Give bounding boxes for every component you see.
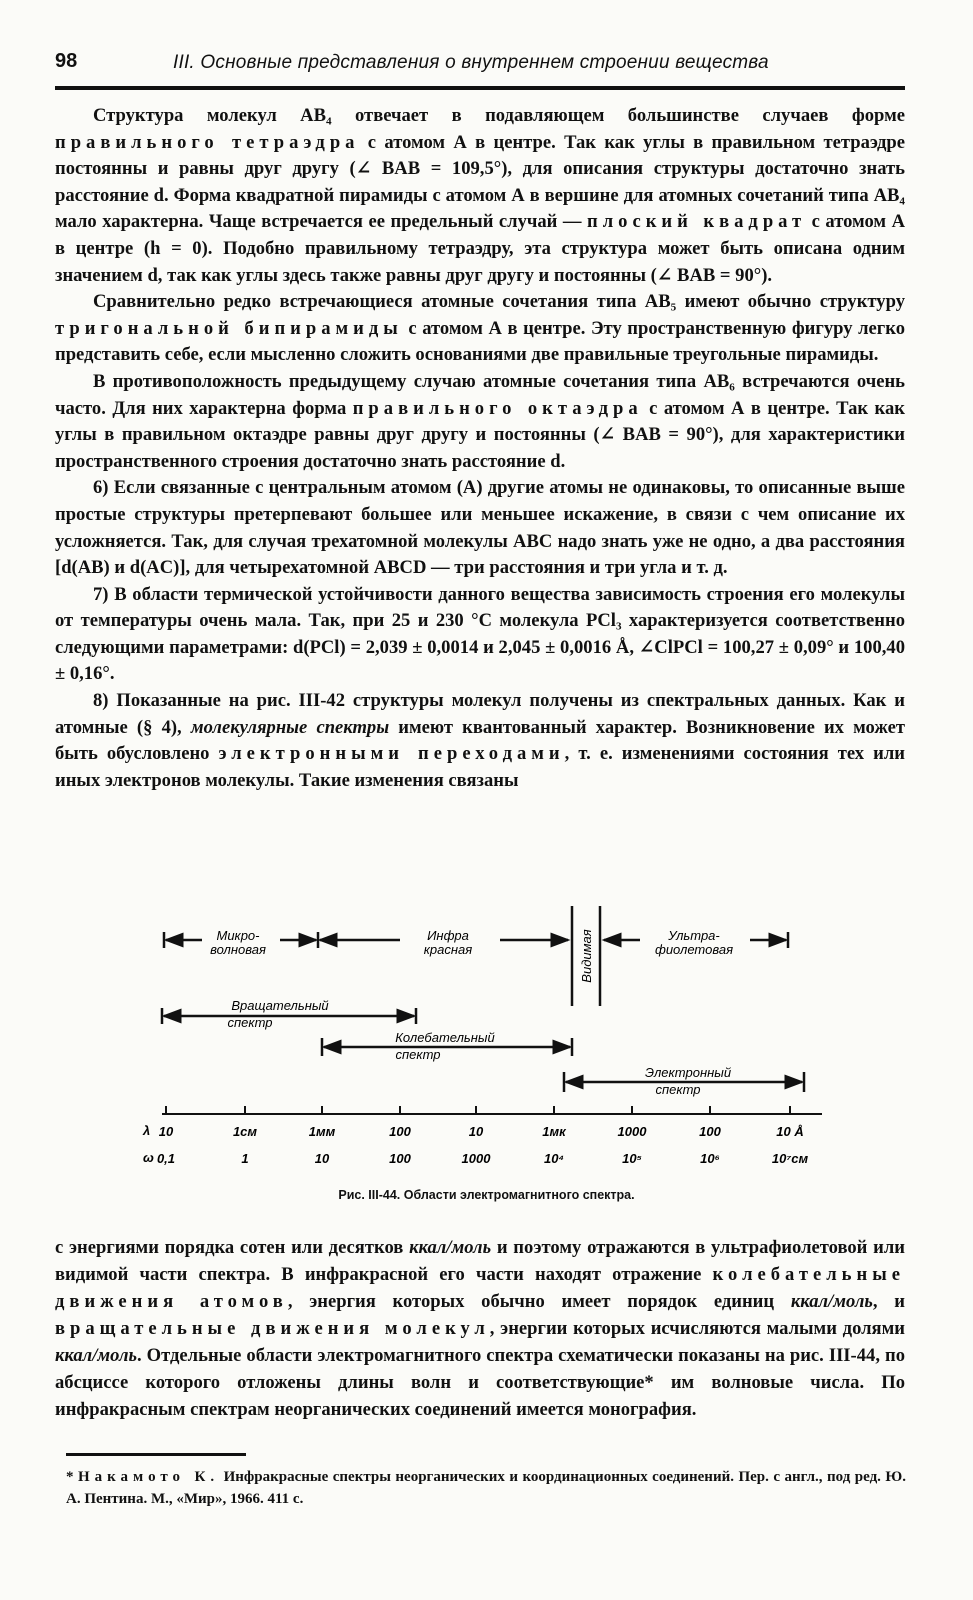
text-run: с атомом А в центре (h = 0). Подобно правильному тетраэдру, эта структура может быть описана одним значением d, так как углы здесь также равны друг другу и постоянны (∠ BAB = 90°). bbox=[55, 211, 905, 286]
region-label-microwave-1: Микро- bbox=[216, 928, 260, 943]
text-run: , энергии которых исчисляются малыми долями bbox=[489, 1318, 905, 1339]
italic-term: ккал/моль bbox=[790, 1291, 873, 1312]
text-run: с атомом А в центре. Так как углы в правильном тетраэдре постоянны и равны друг другу (∠ BAB = 109,5°), для описания структуры достаточно знать расстояние d. Форма квадратной пирамиды с атомом А в вершине для атомных сочетаний типа АВ₄ мало характерна. Чаще встречается ее предельный случай — bbox=[55, 131, 905, 233]
vibrational-spectrum-range bbox=[322, 1030, 572, 1062]
region-label-infrared-1: Инфра bbox=[427, 928, 469, 943]
italic-term: ккал/моль bbox=[409, 1237, 492, 1258]
paragraph bbox=[55, 103, 905, 289]
paragraph bbox=[55, 688, 905, 794]
italic-term: молекулярные спектры bbox=[190, 716, 390, 738]
text-run: 7) В области термической устойчивости данного вещества зависимость строения его молекулы от температуры очень мала. Так, при 25 и 230 °С молекула PCl₃ характеризуется соответственно следующими параметрами: d(PCl) = 2,039 ± 0,0014 и 2,045 ± 0,0016 Å, ∠ClPCl = 100,27 ± 0,09° и 100,40 ± 0,16°. bbox=[55, 583, 905, 685]
running-title: III. Основные представления о внутреннем строении вещества bbox=[173, 52, 769, 73]
spaced-emphasis: электронными переходами bbox=[218, 743, 565, 765]
text-run: , энергия которых обычно имеет порядок единиц bbox=[287, 1291, 791, 1312]
omega-tick-label: 10⁷см bbox=[771, 1151, 809, 1166]
text-run: Инфракрасные спектры неорганических и координационных соединений. Пер. с англ., под ред. Ю. А. Пентина. М., «Мир», 1966. 411 с. bbox=[66, 1469, 907, 1507]
spaced-emphasis: Накамото К. bbox=[77, 1469, 220, 1485]
footnote bbox=[66, 1466, 906, 1510]
omega-tick-label: 0,1 bbox=[156, 1151, 176, 1166]
region-label-infrared-2: красная bbox=[423, 942, 473, 957]
region-label-uv-1: Ультра- bbox=[668, 928, 720, 943]
text-run: * bbox=[66, 1469, 78, 1485]
text-run: Сравнительно редко встречающиеся атомные сочетания типа АВ₅ имеют обычно структуру bbox=[93, 291, 905, 313]
lambda-tick-label: 1000 bbox=[617, 1124, 647, 1139]
page-header bbox=[55, 46, 905, 90]
spectrum-figure bbox=[143, 896, 850, 1186]
text-run: с атомом А в центре. Эту пространственную фигуру легко представить себе, если мысленно сложить основаниями две правильные треугольные пирамиды. bbox=[55, 317, 905, 366]
omega-tick-label: 10⁵ bbox=[622, 1151, 642, 1166]
region-infrared bbox=[318, 928, 568, 957]
lambda-tick-label: 1мк bbox=[542, 1124, 566, 1139]
paragraph bbox=[55, 475, 905, 581]
rotational-label-1: Вращательный bbox=[231, 998, 329, 1013]
region-label-microwave-2: волновая bbox=[210, 942, 266, 957]
rotational-spectrum-range bbox=[162, 998, 416, 1030]
continuation-text bbox=[55, 1234, 905, 1423]
spectrum-diagram bbox=[143, 896, 850, 1186]
lambda-tick-label: 10 Å bbox=[776, 1124, 804, 1139]
text-run: с атомом А в центре. Так как углы в правильном октаэдре равны друг другу и постоянны (∠ BAB = 90°), для характеристики пространственного строения достаточно знать расстояние d. bbox=[55, 397, 905, 472]
figure-caption: Рис. III-44. Области электромагнитного спектра. bbox=[338, 1188, 635, 1202]
text-run: , т. е. изменениями состояния тех или иных электронов молекулы. Такие изменения связаны bbox=[55, 743, 906, 791]
electronic-label-2: спектр bbox=[655, 1082, 701, 1097]
region-microwave bbox=[164, 928, 316, 957]
region-visible bbox=[572, 906, 600, 1006]
omega-tick-label: 1 bbox=[241, 1151, 249, 1166]
region-label-visible: Видимая bbox=[579, 929, 594, 983]
main-text bbox=[55, 103, 905, 794]
text-run: 6) Если связанные с центральным атомом (А) другие атомы не одинаковы, то описанные выше простые структуры претерпевают большее или меньшее искажение, в связи с чем описание их усложняется. Так, для случая трехатомной молекулы ABC надо знать уже не одно, а два расстояния [d(AB) и d(AC)], для четырехатомной ABCD — три расстояния и три угла и т. д. bbox=[55, 477, 905, 579]
omega-tick-label: 100 bbox=[389, 1151, 411, 1166]
paragraph bbox=[55, 582, 905, 688]
rotational-label-2: спектр bbox=[227, 1015, 273, 1030]
page-number: 98 bbox=[55, 50, 78, 72]
lambda-tick-label: 1см bbox=[232, 1124, 258, 1139]
region-label-uv-2: фиолетовая bbox=[654, 942, 734, 957]
spaced-emphasis: плоский квадрат bbox=[587, 211, 807, 233]
text-run: . Отдельные области электромагнитного спектра схематически показаны на рис. III-44, по абсциссе которого отложены длины волн и соответствующие* им волновые числа. По инфракрасным спектрам неорганических соединений имеется монография. bbox=[55, 1345, 905, 1420]
lambda-tick-label: 10 bbox=[158, 1124, 174, 1139]
lambda-tick-label: 100 bbox=[699, 1124, 721, 1139]
spaced-emphasis: вращательные движения молекул bbox=[55, 1318, 490, 1339]
paragraph bbox=[55, 369, 905, 475]
vibrational-label-2: спектр bbox=[395, 1047, 441, 1062]
omega-tick-label: 10 bbox=[314, 1151, 330, 1166]
text-run: и поэтому отражаются в ультрафиолетовой или видимой части спектра. В инфракрасной его части находят отражение bbox=[55, 1237, 905, 1285]
omega-tick-label: 1000 bbox=[461, 1151, 491, 1166]
spaced-emphasis: правильного тетраэдра bbox=[55, 131, 360, 153]
paragraph bbox=[55, 1234, 905, 1423]
omega-symbol: ω bbox=[143, 1150, 154, 1165]
spaced-emphasis: колебательные движения атомов bbox=[55, 1264, 905, 1312]
text-run: , и bbox=[872, 1291, 905, 1312]
text-run: с энергиями порядка сотен или десятков bbox=[55, 1237, 410, 1258]
electronic-label-1: Электронный bbox=[644, 1065, 732, 1080]
text-run: В противоположность предыдущему случаю атомные сочетания типа АВ₆ встречаются очень часто. Для них характерна форма bbox=[55, 370, 905, 419]
text-run: Структура молекул АВ₄ отвечает в подавляющем большинстве случаев форме bbox=[93, 105, 905, 126]
spaced-emphasis: правильного октаэдра bbox=[352, 397, 643, 419]
footnote-rule bbox=[66, 1453, 246, 1456]
omega-tick-label: 10⁶ bbox=[700, 1151, 720, 1166]
text-run: имеют квантованный характер. Возникновение их может быть обусловлено bbox=[55, 716, 905, 765]
electronic-spectrum-range bbox=[564, 1065, 804, 1097]
region-ultraviolet bbox=[604, 928, 788, 957]
spaced-emphasis: тригональной бипирамиды bbox=[55, 317, 403, 339]
vibrational-label-1: Колебательный bbox=[395, 1030, 495, 1045]
lambda-tick-label: 100 bbox=[389, 1124, 411, 1139]
lambda-tick-label: 10 bbox=[468, 1124, 484, 1139]
text-run: 8) Показанные на рис. III-42 структуры молекул получены из спектральных данных. Как и атомные (§ 4), bbox=[55, 690, 905, 738]
lambda-symbol: λ bbox=[143, 1123, 151, 1138]
italic-term: ккал/моль bbox=[55, 1345, 138, 1366]
omega-tick-label: 10⁴ bbox=[543, 1151, 565, 1166]
paragraph bbox=[55, 289, 905, 369]
lambda-tick-label: 1мм bbox=[308, 1124, 336, 1139]
